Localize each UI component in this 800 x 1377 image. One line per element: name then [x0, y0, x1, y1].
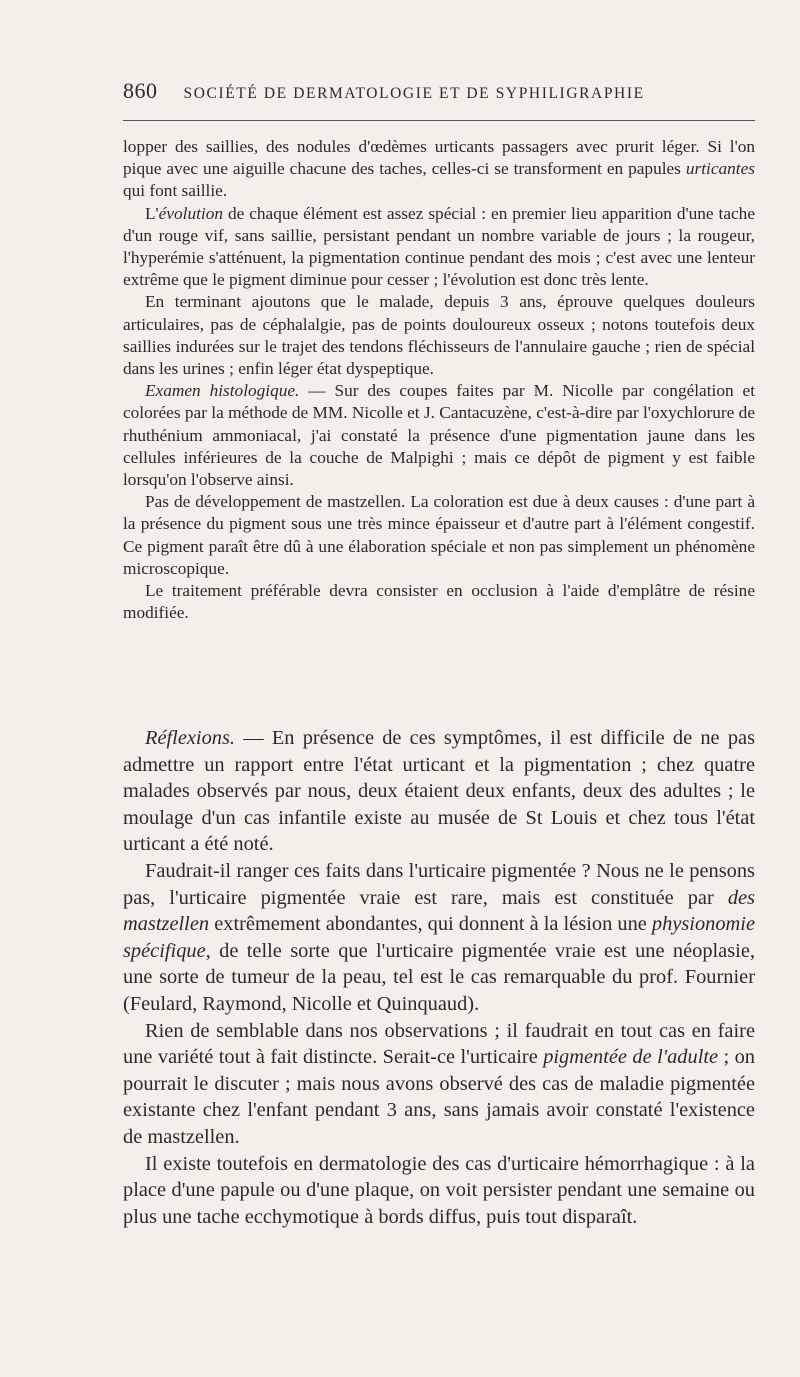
text-run: — Sur des coupes faites par M. Nicolle par congélation et colorées par la méthode de MM. Nicolle et J. Cantacuzène, c'est-à-dire par l'oxychlorure de rhuthénium ammoniacal, j'ai constaté la présence d'une pigmentation jaune dans les cellules inférieures de la couche de Malpighi ; mais ce dépôt de pigment y est faible lorsqu'on l'observe ainsi.	[123, 381, 756, 490]
paragraph	[123, 1151, 755, 1231]
text-run: — En présence de ces symptômes, il est difficile de ne pas admettre un rapport entre l'état urticant et la pigmentation ; chez quatre malades observés par nous, deux étaient deux enfants, deux des adultes ; le moulage d'un cas infantile existe au musée de St Louis et chez tous l'état urticant a été noté.	[123, 727, 755, 856]
header-rule	[123, 120, 755, 121]
italic-text: urticantes	[685, 159, 755, 179]
paragraph	[123, 203, 755, 292]
page-number: 860	[123, 78, 158, 103]
text-run: , de telle sorte que l'urticaire pigmentée vraie est une néoplasie, une sorte de tumeur de la peau, tel est le cas remarquable du prof. Fournier (Feulard, Raymond, Nicolle et Quinquaud).	[123, 939, 755, 1015]
running-head: SOCIÉTÉ DE DERMATOLOGIE ET DE SYPHILIGRAPHIE	[183, 85, 645, 102]
text-run: Rien de semblable dans nos observations ; il faudrait en tout cas en faire une variété tout à fait distincte. Serait-ce l'urticaire	[123, 1019, 755, 1069]
italic-text: Examen histologique.	[145, 381, 300, 401]
italic-text: des mastzellen	[123, 886, 755, 936]
text-run: Il existe toutefois en dermatologie des cas d'urticaire hémorrhagique : à la place d'une papule ou d'une plaque, on voit persister pendant une semaine ou plus une tache ecchymotique à bords diffus, puis tout disparaît.	[123, 1152, 755, 1228]
text-run: ; on pourrait le discuter ; mais nous avons observé des cas de maladie pigmentée existante chez l'enfant pendant 3 ans, sans jamais avoir constaté l'existence de mastzellen.	[123, 1046, 755, 1148]
paragraph	[123, 1018, 755, 1151]
text-run: En terminant ajoutons que le malade, depuis 3 ans, éprouve quelques douleurs articulaires, pas de céphalalgie, pas de points douloureux osseux ; notons toutefois deux saillies indurées sur le trajet des tendons fléchisseurs de l'annulaire gauche ; rien de spécial dans les urines ; enfin léger état dyspeptique.	[123, 292, 755, 379]
text-run: lopper des saillies, des nodules d'œdèmes urticants passagers avec prurit léger. Si l'on pique avec une aiguille chacune des taches, celles-ci se transforment en papules	[123, 137, 755, 179]
paragraph	[123, 291, 755, 380]
paragraph	[123, 858, 755, 1018]
text-run: qui font saillie.	[123, 181, 228, 201]
paragraph	[123, 580, 755, 624]
case-report-text	[123, 136, 755, 624]
reflections-text	[123, 725, 755, 1230]
text-run: de chaque élément est assez spécial : en premier lieu apparition d'une tache d'un rouge vif, sans saillie, persistant pendant un nombre variable de jours ; la rougeur, l'hyperémie s'atténuent, la pigmentation continue pendant des mois ; c'est avec une lenteur extrême que le pigment diminue pour cesser ; l'évolution est donc très lente.	[123, 203, 755, 290]
italic-text: physionomie spécifique	[123, 913, 755, 962]
italic-text: Réflexions.	[145, 727, 236, 749]
paragraph	[123, 380, 755, 491]
paragraph	[123, 491, 755, 580]
italic-text: pigmentée de l'adulte	[543, 1046, 719, 1069]
page-header	[123, 78, 755, 104]
text-run: Faudrait-il ranger ces faits dans l'urticaire pigmentée ? Nous ne le pensons pas, l'urticaire pigmentée vraie est rare, mais est constituée par	[123, 859, 755, 909]
text-run: extrêmement abondantes, qui donnent à la lésion une	[209, 913, 652, 936]
text-run: Le traitement préférable devra consister en occlusion à l'aide d'emplâtre de résine modifiée.	[123, 581, 755, 623]
text-run: Pas de développement de mastzellen. La coloration est due à deux causes : d'une part à la présence du pigment sous une très mince épaisseur et d'autre part à l'élément congestif. Ce pigment paraît être dû à une élaboration spéciale et non pas simplement un phénomène microscopique.	[123, 492, 755, 578]
italic-text: évolution	[158, 203, 223, 223]
paragraph	[123, 725, 755, 858]
paragraph	[123, 136, 755, 203]
text-run: L'	[145, 203, 159, 223]
